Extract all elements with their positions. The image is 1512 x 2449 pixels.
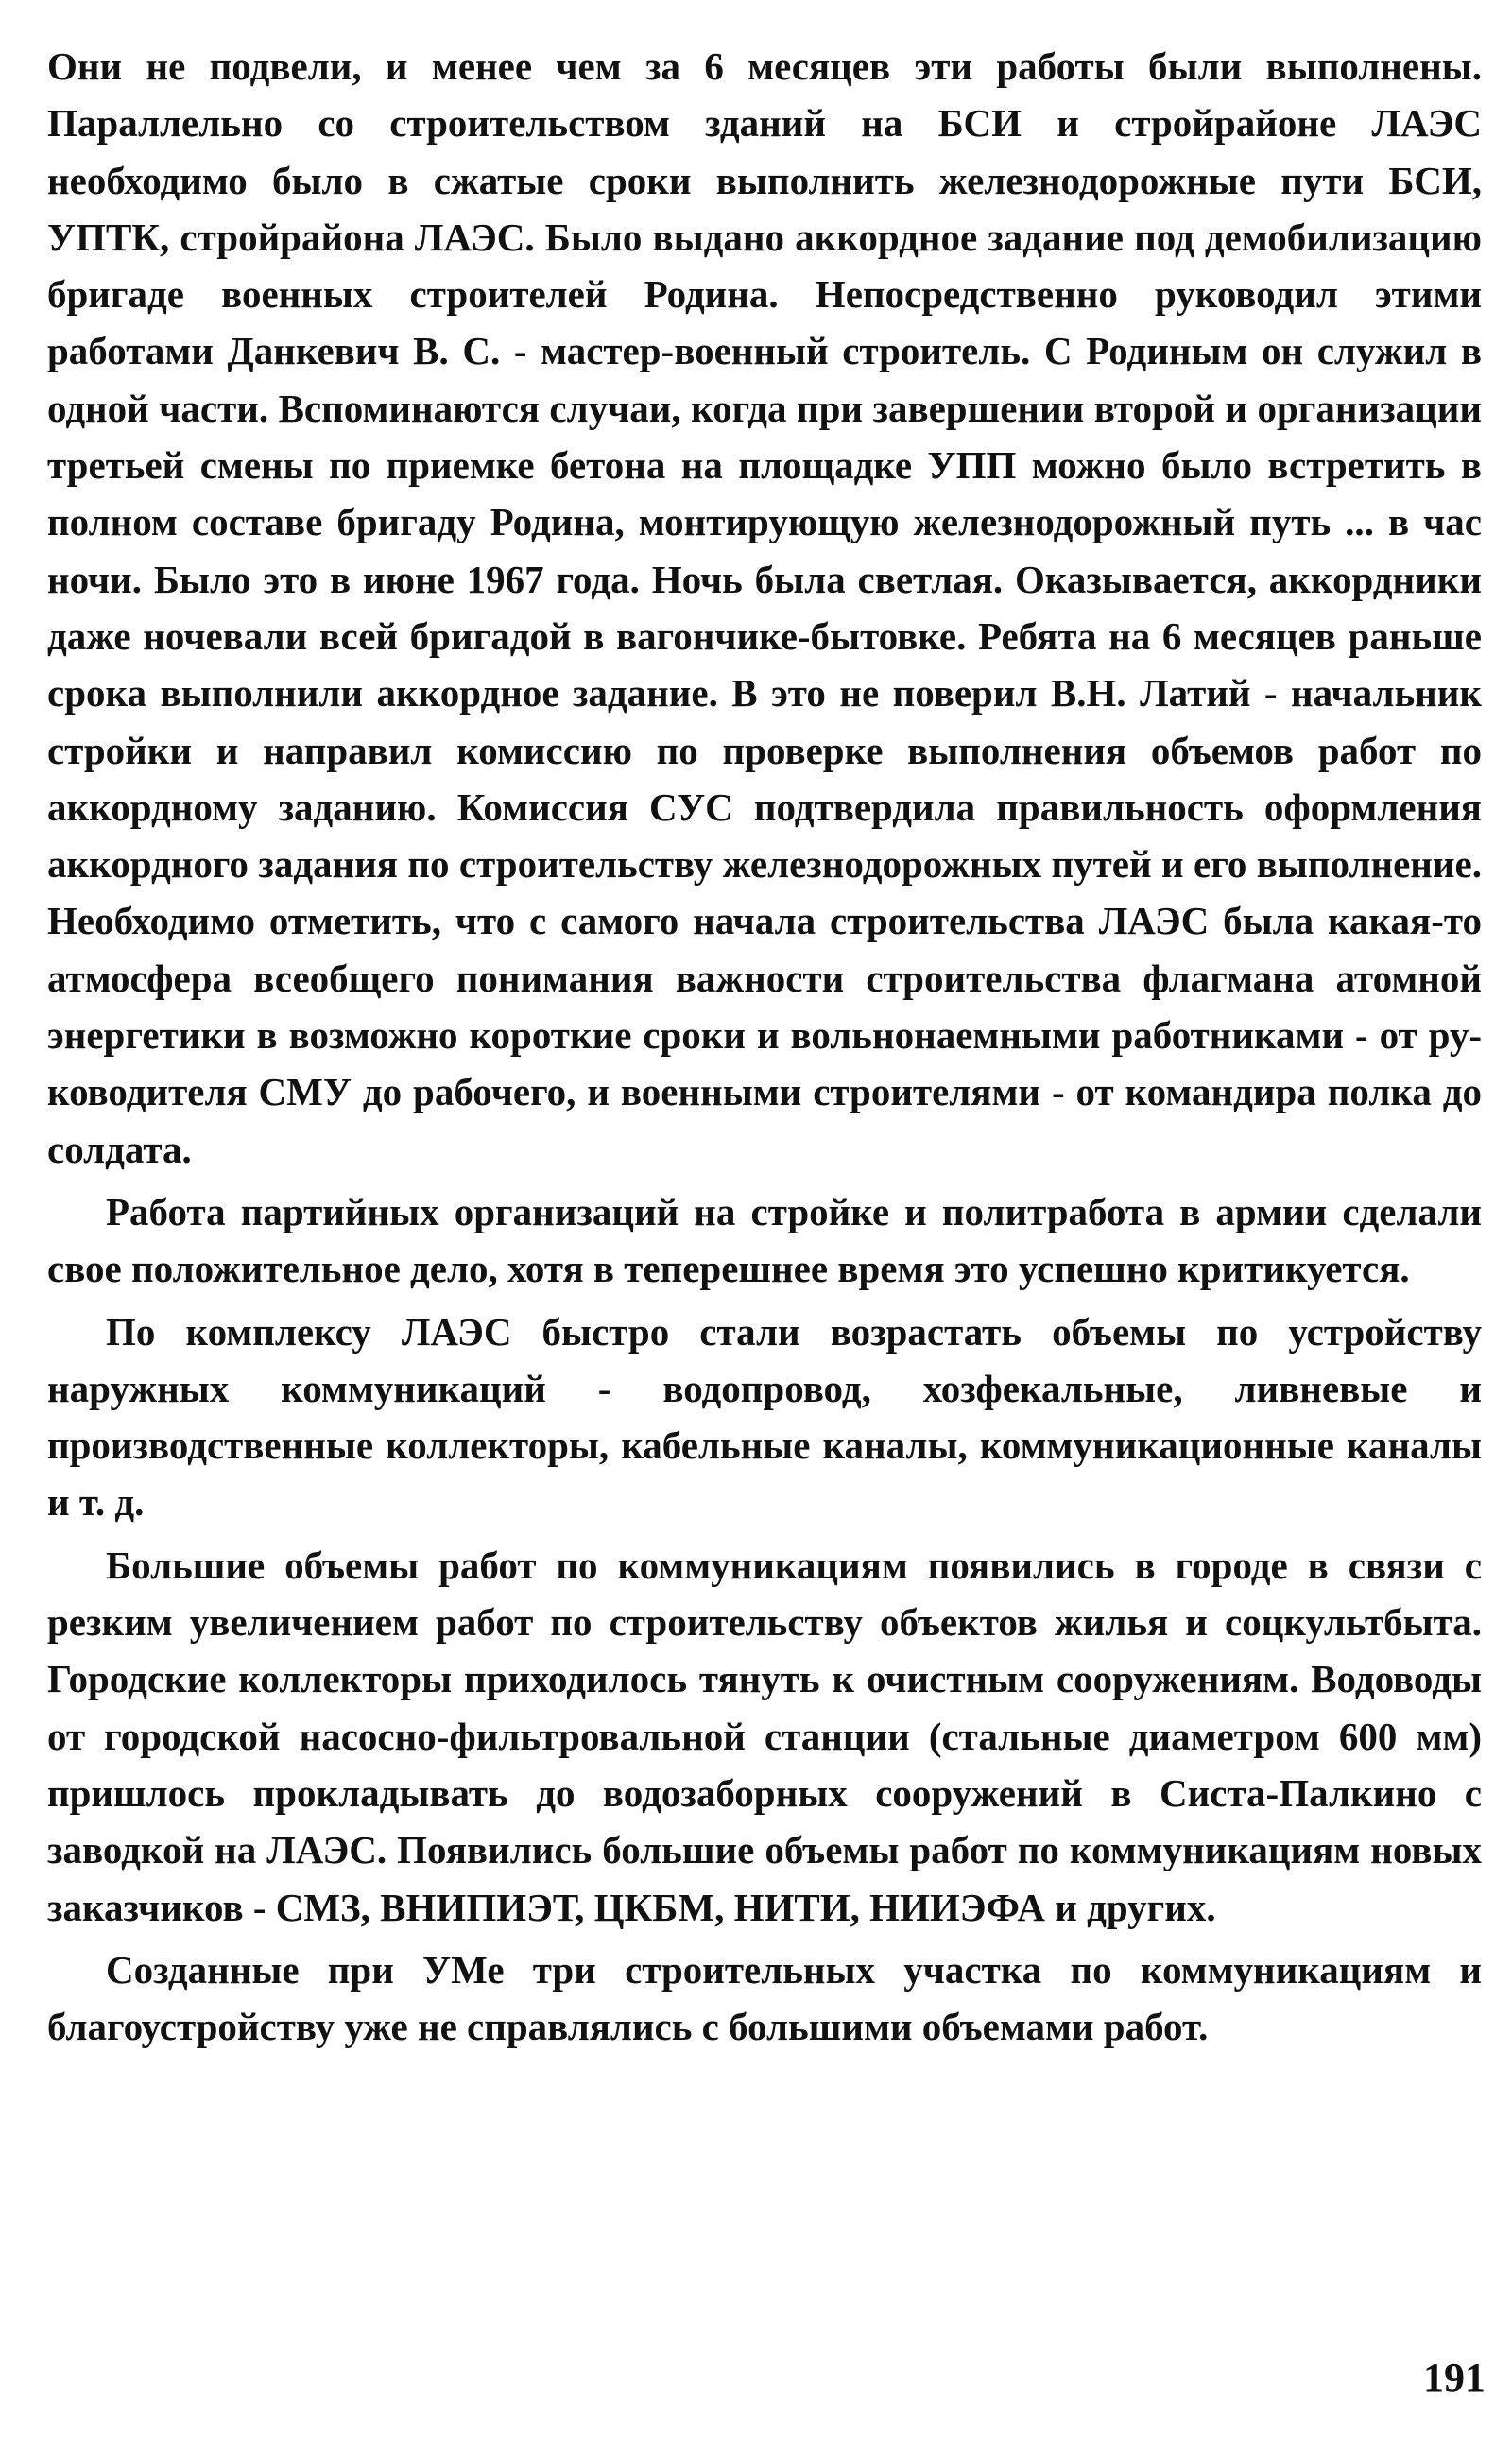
paragraph-2: Работа партийных организаций на стройке и политработа в армии сделали свое положительное дело, хотя в теперешнее время это успешно критикуется.: [47, 1189, 1482, 1291]
paragraph-5: Созданные при УМе три строительных участка по коммуникациям и благоустройству уже не справлялись с большими объемами работ.: [47, 1947, 1482, 2049]
paragraph-4: Большие объемы работ по коммуникациям появились в городе в связи с резким увеличением работ по строительству объектов жилья и соцкультбыта. Городские коллекторы приходилось тянуть к очистным сооружениям. Водоводы от городской насосно-фильтровальной станции (стальные диаметром 600 мм) пришлось прокладывать до водозаборных сооружений в Систа-Палкино с заводкой на ЛАЭС. Появились большие объемы работ по коммуникациям новых заказчиков - СМЗ, ВНИПИЭТ, ЦКБМ, НИТИ, НИИЭФА и других.: [47, 1543, 1482, 1929]
page-number: 191: [1423, 2354, 1486, 2401]
paragraph-3: По комплексу ЛАЭС быстро стали возрастать объемы по устройству наружных коммуникаций - водопровод, хозфекальные, ливневые и производственные коллекторы, кабельные каналы, коммуникационные каналы и т. д.: [47, 1309, 1482, 1525]
paragraph-1: Они не подвели, и менее чем за 6 месяцев эти работы были выполнены. Параллельно со строительством зданий на БСИ и стройрайоне ЛАЭС необходимо было в сжатые сроки выполнить железнодорожные пути БСИ, УПТК, стройрайона ЛАЭС. Было выдано аккордное задание под демобилизацию бригаде военных строителей Родина. Непосредственно руководил этими работами Данкевич В. С. - мастер-военный строитель. С Родиным он служил в одной части. Вспоминаются случаи, когда при завершении второй и организации третьей смены по приемке бетона на площадке УПП можно было встретить в полном составе бригаду Родина, монтирующую железнодорожный путь ... в час ночи. Было это в июне 1967 года. Ночь была светлая. Оказывается, аккордники даже ночевали всей бригадой в вагончике-бытовке. Ребята на 6 месяцев раньше срока выполнили аккордное задание. В это не поверил В.Н. Латий - начальник стройки и направил комиссию по проверке выполнения объемов работ по аккордному заданию. Комиссия СУС подтвердила правильность оформления аккордного задания по строительству железнодорожных путей и его выполнение. Необходимо отметить, что с самого начала строительства ЛАЭС была какая-то атмосфера всеобщего понимания важности строительства флагмана атомной энергетики в возможно короткие сроки и вольнонаемными работниками - от руководителя СМУ до рабочего, и военными строителями - от командира полка до солдата.: [47, 44, 1482, 1171]
page-body: [47, 38, 1482, 2401]
